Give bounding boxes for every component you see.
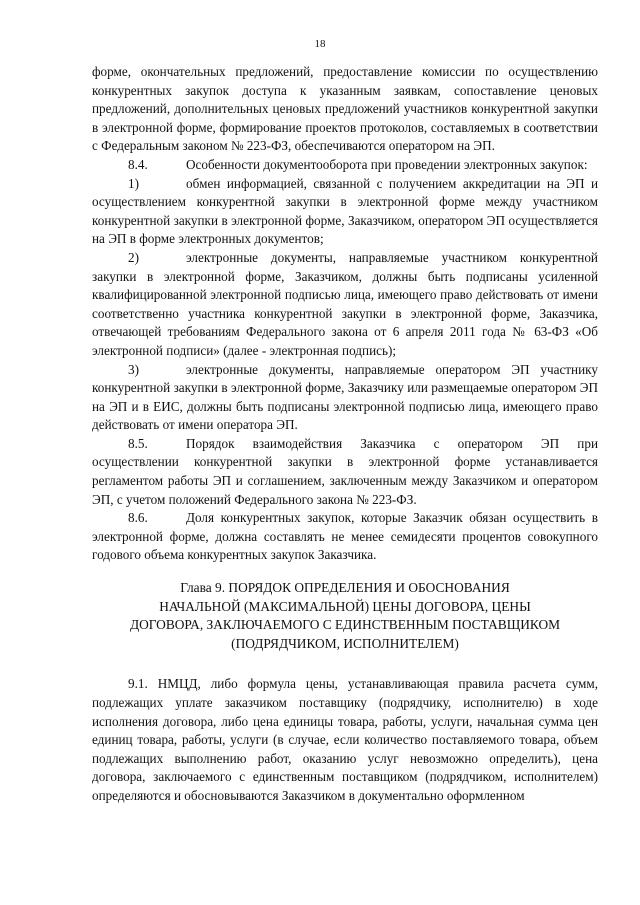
- paragraph-text: Порядок взаимодействия Заказчика с оператором ЭП при осуществлении конкурентной закупки в электронной форме устанавливается регламентом работы ЭП и соглашением, заключенным между Заказчиком и оператором ЭП, с учетом положений Федерального закона № 223-ФЗ.: [92, 435, 598, 507]
- chapter-heading-line: (ПОДРЯДЧИКОМ, ИСПОЛНИТЕЛЕМ): [231, 635, 459, 651]
- paragraph-8-5: [92, 435, 598, 509]
- paragraph-8-4: [92, 156, 598, 175]
- list-item-2: [92, 249, 598, 361]
- chapter-heading-line: Глава 9. ПОРЯДОК ОПРЕДЕЛЕНИЯ И ОБОСНОВАНИЯ: [180, 580, 510, 596]
- list-item-text: электронные документы, направляемые участником конкурентной закупки в электронной форме, Заказчиком, должны быть подписаны усиленной квалифицированной электронной подписью лица, имеющего право действовать от имени соответственно участника конкурентной закупки в электронной форме, Заказчика, отвечающей требованиям Федерального закона от 6 апреля 2011 года № 63-ФЗ «Об электронной подписи» (далее - электронная подпись);: [92, 249, 598, 358]
- chapter-heading-line: НАЧАЛЬНОЙ (МАКСИМАЛЬНОЙ) ЦЕНЫ ДОГОВОРА, ЦЕНЫ: [159, 598, 531, 614]
- page-number: 18: [314, 38, 326, 50]
- paragraph-number: 8.4.: [128, 156, 148, 172]
- list-item-number: 2): [128, 249, 139, 265]
- paragraph-9-1: 9.1. НМЦД, либо формула цены, устанавливающая правила расчета сумм, подлежащих уплате заказчиком поставщику (подрядчику, исполнителю) в ходе исполнения договора, либо цена единицы товара, работы, услуги, начальная сумма цен единиц товара, работы, услуги (в случае, если количество поставляемого товара, объем подлежащих выполнению работ, оказанию услуг невозможно определить), цена договора, заключаемого с единственным поставщиком (подрядчиком, исполнителем) определяются и обосновываются Заказчиком в документально оформленном: [92, 676, 598, 803]
- list-item-3: [92, 361, 598, 435]
- chapter-heading: [92, 579, 598, 653]
- list-item-number: 1): [128, 175, 139, 191]
- chapter-heading-line: ДОГОВОРА, ЗАКЛЮЧАЕМОГО С ЕДИНСТВЕННЫМ ПОСТАВЩИКОМ: [129, 617, 561, 633]
- paragraph-8-6: [92, 509, 598, 565]
- list-item-text: электронные документы, направляемые оператором ЭП участнику конкурентной закупки в электронной форме, Заказчику или размещаемые оператором ЭП на ЭП и в ЕИС, должны быть подписаны электронной подписью лица, имеющего право действовать от имени оператора ЭП.: [92, 361, 598, 433]
- paragraph-text: Доля конкурентных закупок, которые Заказчик обязан осуществить в электронной форме, должна составлять не менее семидесяти процентов совокупного годового объема конкурентных закупок Заказчика.: [92, 510, 598, 563]
- section-spacer: [92, 653, 598, 675]
- paragraph-number: 8.5.: [128, 435, 148, 451]
- list-item-1: [92, 175, 598, 249]
- paragraph-continuation: форме, окончательных предложений, предоставление комиссии по осуществлению конкурентных закупок доступа к указанным заявкам, сопоставление ценовых предложений, дополнительных ценовых предложений участников конкурентной закупки в электронной форме, формирование проектов протоколов, составляемых в соответствии с Федеральным законом № 223-ФЗ, обеспечиваются оператором на ЭП.: [92, 64, 598, 154]
- list-item-text: обмен информацией, связанной с получением аккредитации на ЭП и осуществлением конкурентной закупки в электронной форме между участником конкурентной закупки в электронной форме, Заказчиком, оператором ЭП осуществляется на ЭП в форме электронных документов;: [92, 175, 598, 247]
- list-item-number: 3): [128, 361, 139, 377]
- paragraph-text: Особенности документооборота при проведении электронных закупок:: [186, 156, 588, 172]
- paragraph-number: 8.6.: [128, 510, 148, 526]
- document-body: [92, 63, 598, 806]
